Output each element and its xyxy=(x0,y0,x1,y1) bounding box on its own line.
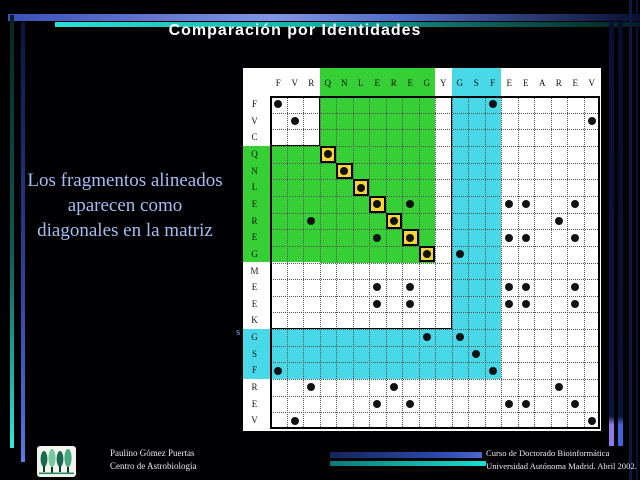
matrix-row-label: V xyxy=(251,415,258,426)
matrix-col-label: N xyxy=(341,78,348,88)
matrix-col-label: Q xyxy=(324,78,331,88)
matrix-dot xyxy=(406,234,414,242)
body-text xyxy=(5,168,245,243)
matrix-dot xyxy=(373,234,381,242)
right-bar-purple xyxy=(609,20,614,446)
matrix-row-label: G xyxy=(251,248,258,259)
matrix-dot xyxy=(423,250,431,258)
matrix-col-label: F xyxy=(490,78,496,88)
matrix-col-label: E xyxy=(506,78,512,88)
matrix-dot xyxy=(588,117,596,125)
matrix-col-label: R xyxy=(390,78,397,88)
matrix-row-label: M xyxy=(250,265,259,276)
matrix-col-label: E xyxy=(572,78,578,88)
right-edge-line xyxy=(629,0,632,480)
matrix-dot xyxy=(456,250,464,258)
matrix-row-label: S xyxy=(251,348,257,359)
matrix-col-label: L xyxy=(358,78,364,88)
stray-glyph: s xyxy=(236,326,241,338)
matrix-col-label: E xyxy=(523,78,529,88)
cab-logo xyxy=(37,446,76,477)
matrix-dot xyxy=(274,367,282,375)
matrix-dot xyxy=(505,234,513,242)
matrix-dot xyxy=(390,217,398,225)
matrix-col-label: V xyxy=(588,78,595,88)
matrix-outline-box xyxy=(270,96,452,329)
matrix-dot xyxy=(571,234,579,242)
matrix-dot xyxy=(522,200,530,208)
matrix-row-label: V xyxy=(251,115,258,126)
matrix-row-label: R xyxy=(251,382,258,393)
matrix-col-label: F xyxy=(275,78,281,88)
matrix-dot xyxy=(522,234,530,242)
matrix-col-label: R xyxy=(555,78,562,88)
matrix-col-label: E xyxy=(407,78,413,88)
matrix-dot xyxy=(489,367,497,375)
matrix-dot xyxy=(522,400,530,408)
slide-title: Comparación por Identidades xyxy=(168,22,422,39)
footer-bar-blue xyxy=(330,452,482,458)
matrix-row-label: F xyxy=(251,365,257,376)
footer-course-detail: Universidad Autónoma Madrid. Abril 2002. xyxy=(486,461,637,471)
matrix-row-label: Q xyxy=(251,148,258,159)
top-bar-blue xyxy=(8,14,640,21)
matrix-row-label: G xyxy=(251,332,258,343)
matrix-row-label: K xyxy=(251,315,258,326)
matrix-col-label: Y xyxy=(440,78,447,88)
matrix-row-label: L xyxy=(251,182,258,193)
matrix-dot xyxy=(324,150,332,158)
matrix-col-label: G xyxy=(423,78,430,88)
matrix-row-label: N xyxy=(251,165,258,176)
matrix-col-label: S xyxy=(473,78,479,88)
right-edge-line xyxy=(636,0,638,480)
body-text-line: Los fragmentos alineados xyxy=(27,170,223,191)
matrix-row-label: E xyxy=(251,232,258,243)
matrix-col-label: A xyxy=(539,78,546,88)
matrix-col-label: E xyxy=(374,78,380,88)
footer-author-name: Paulino Gómez Puertas xyxy=(110,448,195,458)
body-text-line: aparecen como xyxy=(67,195,183,216)
matrix-row-label: E xyxy=(251,198,258,209)
matrix-row-label: E xyxy=(251,398,258,409)
right-bar-blue xyxy=(618,20,623,446)
footer-author xyxy=(110,447,197,473)
matrix-dot xyxy=(522,300,530,308)
matrix-dot xyxy=(291,417,299,425)
matrix-row-label: R xyxy=(251,215,258,226)
matrix-row-label: E xyxy=(251,298,258,309)
matrix-dot xyxy=(357,184,365,192)
dotplot-matrix xyxy=(243,68,601,431)
matrix-row-label: F xyxy=(251,99,257,109)
matrix-col-label: G xyxy=(456,78,463,88)
matrix-row-label: C xyxy=(251,132,258,143)
matrix-col-label: V xyxy=(291,78,298,88)
matrix-dot xyxy=(291,117,299,125)
footer-bar-teal xyxy=(330,461,486,466)
matrix-row-label: E xyxy=(251,282,258,293)
footer-course xyxy=(486,447,637,473)
matrix-dot xyxy=(588,417,596,425)
body-text-line: diagonales en la matriz xyxy=(37,220,213,241)
footer-author-org: Centro de Astrobiología xyxy=(110,461,197,471)
matrix-dot xyxy=(555,217,563,225)
matrix-col-label: R xyxy=(308,78,315,88)
footer-course-name: Curso de Doctorado Bioinformática xyxy=(486,448,610,458)
